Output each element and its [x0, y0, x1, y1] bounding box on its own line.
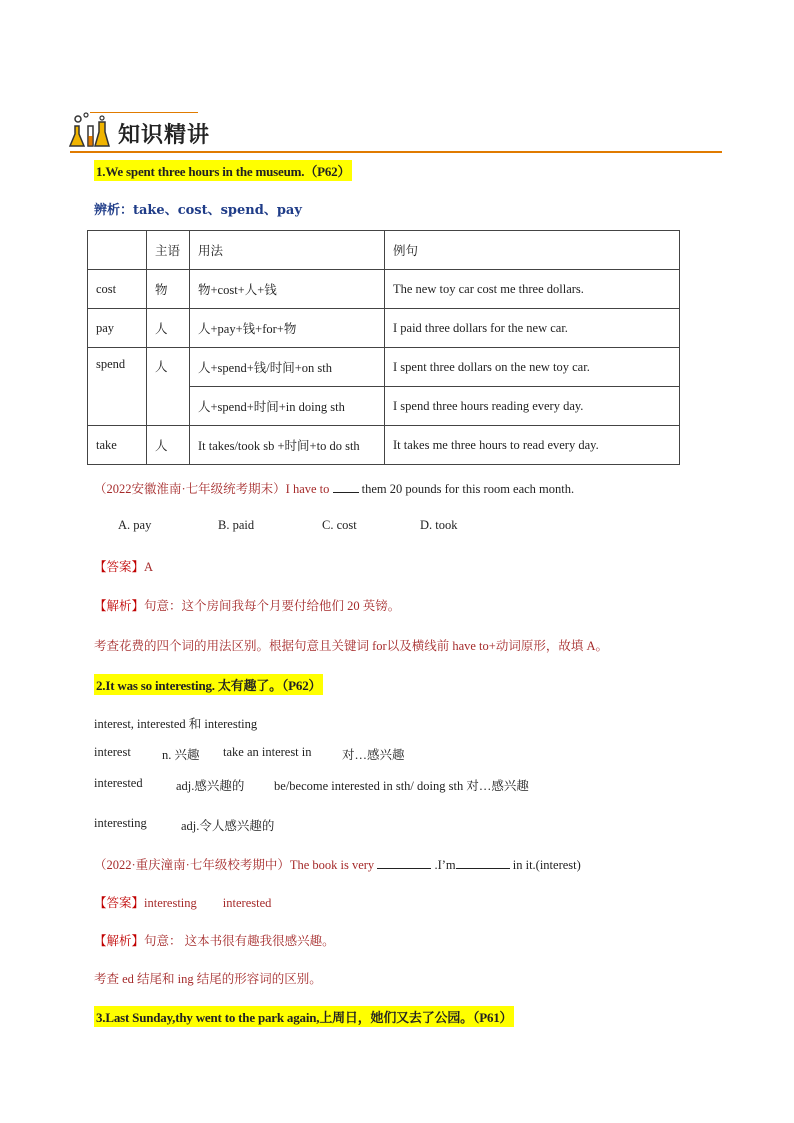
- explain-tag: 【解析】: [94, 934, 145, 948]
- word-interested: interested: [94, 776, 143, 790]
- explanation-2: [94, 931, 335, 949]
- question-text: .I’m: [434, 858, 456, 872]
- usage-table: [87, 230, 680, 465]
- question-1: [94, 479, 574, 497]
- page-title: 知识精讲: [118, 123, 211, 148]
- answer-value: A: [144, 560, 154, 574]
- word-interest: interest: [94, 745, 131, 759]
- word-interested-pos: adj.感兴趣的: [176, 779, 245, 793]
- option-d: D. took: [420, 518, 458, 532]
- answer-blank: [333, 492, 359, 493]
- explanation-1b: 考查花费的四个词的用法区别。根据句意且关键词 for以及横线前 have to+动词原形，故填 A。: [94, 639, 608, 653]
- answer-tag: 【答案】: [94, 896, 145, 910]
- table-cell: 人: [147, 348, 190, 426]
- section-2-line-1: interest, interested 和 interesting: [94, 717, 258, 731]
- answer-value: interesting: [144, 896, 197, 910]
- answer-blank: [456, 868, 510, 869]
- section-3-heading: 3.Last Sunday,thy went to the park again,上周日，她们又去了公园。（P61）: [94, 1006, 514, 1027]
- answer-1: [94, 557, 153, 575]
- explain-tag: 【解析】: [94, 599, 145, 613]
- header-rule: [70, 151, 722, 153]
- explanation-2b: 考查 ed 结尾和 ing 结尾的形容词的区别。: [94, 972, 322, 986]
- option-b: B. paid: [218, 518, 255, 532]
- table-cell: I spend three hours reading every day.: [385, 387, 680, 426]
- section-2-heading: 2.It was so interesting. 太有趣了。（P62）: [94, 674, 323, 695]
- answer-2: [94, 893, 271, 911]
- table-cell: cost: [88, 270, 147, 309]
- word-interest-meaning: 对…感兴趣: [342, 748, 405, 762]
- table-cell: The new toy car cost me three dollars.: [385, 270, 680, 309]
- explanation-1: [94, 596, 400, 614]
- table-cell: It takes/took sb +时间+to do sth: [190, 426, 385, 465]
- table-cell: 物+cost+人+钱: [190, 270, 385, 309]
- option-a: A. pay: [118, 518, 152, 532]
- table-cell: take: [88, 426, 147, 465]
- table-cell: 人+pay+钱+for+物: [190, 309, 385, 348]
- answer-value: interested: [222, 896, 272, 910]
- table-cell: 用法: [190, 231, 385, 270]
- table-cell: It takes me three hours to read every day.: [385, 426, 680, 465]
- word-interesting-pos: adj.令人感兴趣的: [181, 819, 275, 833]
- question-source: （2022安徽淮南·七年级统考期末）I have to: [94, 482, 330, 496]
- table-cell: I spent three dollars on the new toy car.: [385, 348, 680, 387]
- table-cell: 例句: [385, 231, 680, 270]
- section-1-analysis: 辨析：take、cost、spend、pay: [94, 203, 302, 218]
- word-interest-phrase: take an interest in: [223, 745, 312, 759]
- table-header-row: [88, 231, 680, 270]
- table-cell: 主语: [147, 231, 190, 270]
- table-row: [88, 309, 680, 348]
- table-cell: [88, 231, 147, 270]
- answer-tag: 【答案】: [94, 560, 145, 574]
- table-row: [88, 426, 680, 465]
- word-interesting: interesting: [94, 816, 147, 830]
- section-1-heading: 1.We spent three hours in the museum.（P62）: [94, 160, 352, 181]
- table-row: [88, 270, 680, 309]
- word-interest-pos: n. 兴趣: [162, 748, 200, 762]
- explain-text: 句意：这个房间我每个月要付给他们 20 英镑。: [144, 599, 401, 613]
- table-cell: pay: [88, 309, 147, 348]
- table-cell: 人+spend+钱/时间+on sth: [190, 348, 385, 387]
- table-cell: I paid three dollars for the new car.: [385, 309, 680, 348]
- question-2: [94, 855, 581, 873]
- lab-flask-icon: [68, 112, 118, 152]
- explain-text: 句意： 这本书很有趣我很感兴趣。: [144, 934, 335, 948]
- word-interested-phrase: be/become interested in sth/ doing sth 对…感兴趣: [274, 779, 529, 793]
- table-cell: 人+spend+时间+in doing sth: [190, 387, 385, 426]
- answer-blank: [377, 868, 431, 869]
- option-c: C. cost: [322, 518, 357, 532]
- question-source: （2022·重庆潼南·七年级校考期中）The book is very: [94, 858, 375, 872]
- table-row: [88, 348, 680, 387]
- table-cell: 物: [147, 270, 190, 309]
- table-cell: spend: [88, 348, 147, 426]
- question-text: them 20 pounds for this room each month.: [361, 482, 575, 496]
- table-cell: 人: [147, 426, 190, 465]
- table-cell: 人: [147, 309, 190, 348]
- question-text: in it.(interest): [512, 858, 581, 872]
